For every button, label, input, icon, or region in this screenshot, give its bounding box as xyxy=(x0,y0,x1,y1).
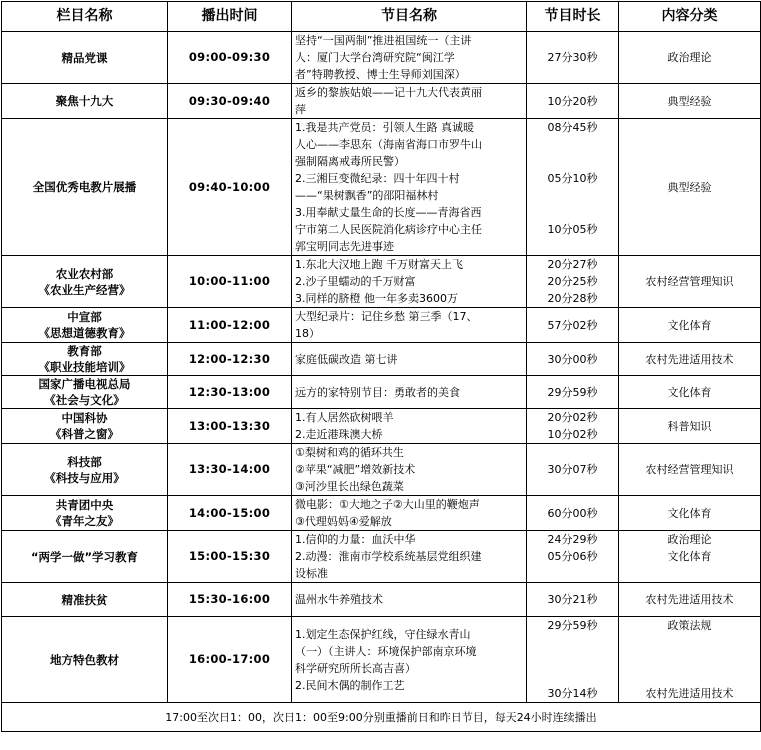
row-category: 农村经营管理知识 xyxy=(619,444,761,496)
row-duration: 30分21秒 xyxy=(527,583,619,617)
table-row xyxy=(2,119,761,256)
row-column-name: 国家广播电视总局 《社会与文化》 xyxy=(2,376,168,409)
table-row xyxy=(2,376,761,409)
row-category: 文化体育 xyxy=(619,376,761,409)
row-category: 科普知识 xyxy=(619,409,761,444)
table-row xyxy=(2,343,761,376)
row-title: 1.我是共产党员：引领人生路 真诚暖 人心——李思东（海南省海口市罗牛山 强制隔离戒毒所民警） 2.三湘巨变微纪录：四十年四十村 ——“果树飘香”的邵阳福林村 3.用奉献丈量生命的长度——青海省西 宁市第二人民医院消化病诊疗中心主任 郭宝明同志先进事迹 xyxy=(292,119,527,256)
row-duration: 20分27秒 20分25秒 20分28秒 xyxy=(527,256,619,308)
row-title: 1.划定生态保护红线，守住绿水青山 （一）（主讲人：环境保护部南京环境 科学研究所所长高吉喜） 2.民间木偶的制作工艺 xyxy=(292,617,527,703)
table-row xyxy=(2,409,761,444)
table-row xyxy=(2,32,761,84)
row-category: 政治理论 xyxy=(619,32,761,84)
row-duration: 30分00秒 xyxy=(527,343,619,376)
row-column-name: 农业农村部 《农业生产经营》 xyxy=(2,256,168,308)
row-time: 14:00-15:00 xyxy=(168,496,292,531)
row-duration: 29分59秒 30分14秒 xyxy=(527,617,619,703)
row-duration: 10分20秒 xyxy=(527,84,619,119)
row-title: ①梨树和鸡的循环共生 ②苹果“减肥”增效新技术 ③河沙里长出绿色蔬菜 xyxy=(292,444,527,496)
row-duration: 20分02秒 10分02秒 xyxy=(527,409,619,444)
row-time: 12:30-13:00 xyxy=(168,376,292,409)
row-duration: 27分30秒 xyxy=(527,32,619,84)
row-column-name: “两学一做”学习教育 xyxy=(2,531,168,583)
row-category: 典型经验 xyxy=(619,119,761,256)
header-category: 内容分类 xyxy=(619,2,761,32)
row-column-name: 教育部 《职业技能培训》 xyxy=(2,343,168,376)
row-duration: 08分45秒 05分10秒 10分05秒 xyxy=(527,119,619,256)
row-column-name: 地方特色教材 xyxy=(2,617,168,703)
row-title: 返乡的黎族姑娘——记十九大代表黄丽 萍 xyxy=(292,84,527,119)
table-header-row xyxy=(2,2,761,32)
table-row xyxy=(2,444,761,496)
row-time: 11:00-12:00 xyxy=(168,308,292,343)
row-time: 10:00-11:00 xyxy=(168,256,292,308)
row-title: 1.有人居然砍树喂羊 2.走近港珠澳大桥 xyxy=(292,409,527,444)
row-title: 1.东北大汉地上跑 千万财富天上飞 2.沙子里蠕动的千万财富 3.同样的脐橙 他一年多卖3600万 xyxy=(292,256,527,308)
row-time: 15:30-16:00 xyxy=(168,583,292,617)
row-time: 09:00-09:30 xyxy=(168,32,292,84)
row-category: 农村先进适用技术 xyxy=(619,583,761,617)
row-column-name: 中国科协 《科普之窗》 xyxy=(2,409,168,444)
row-title: 温州水牛养殖技术 xyxy=(292,583,527,617)
row-duration: 60分00秒 xyxy=(527,496,619,531)
row-time: 09:30-09:40 xyxy=(168,84,292,119)
header-program-title: 节目名称 xyxy=(292,2,527,32)
row-duration: 30分07秒 xyxy=(527,444,619,496)
row-time: 09:40-10:00 xyxy=(168,119,292,256)
row-duration: 29分59秒 xyxy=(527,376,619,409)
row-column-name: 精准扶贫 xyxy=(2,583,168,617)
row-title: 远方的家特别节目：勇敢者的美食 xyxy=(292,376,527,409)
row-category: 农村经营管理知识 xyxy=(619,256,761,308)
rebroadcast-note: 17:00至次日1：00，次日1：00至9:00分别重播前日和昨日节目，每天24小时连续播出 xyxy=(2,703,761,732)
row-category: 典型经验 xyxy=(619,84,761,119)
header-column-name: 栏目名称 xyxy=(2,2,168,32)
row-time: 16:00-17:00 xyxy=(168,617,292,703)
row-duration: 57分02秒 xyxy=(527,308,619,343)
row-title: 坚持“一国两制”推进祖国统一（主讲 人：厦门大学台湾研究院“闽江学 者”特聘教授、博士生导师刘国深） xyxy=(292,32,527,84)
table-row xyxy=(2,583,761,617)
row-column-name: 聚焦十九大 xyxy=(2,84,168,119)
header-duration: 节目时长 xyxy=(527,2,619,32)
row-column-name: 全国优秀电教片展播 xyxy=(2,119,168,256)
table-row xyxy=(2,84,761,119)
table-row xyxy=(2,308,761,343)
row-time: 13:00-13:30 xyxy=(168,409,292,444)
row-category: 农村先进适用技术 xyxy=(619,343,761,376)
row-column-name: 共青团中央 《青年之友》 xyxy=(2,496,168,531)
table-footer-row xyxy=(2,703,761,732)
program-schedule-table xyxy=(1,1,761,732)
row-title: 大型纪录片：记住乡愁 第三季（17、 18） xyxy=(292,308,527,343)
row-category: 政治理论 文化体育 xyxy=(619,531,761,583)
row-time: 12:00-12:30 xyxy=(168,343,292,376)
row-category: 文化体育 xyxy=(619,496,761,531)
table-row xyxy=(2,256,761,308)
row-column-name: 科技部 《科技与应用》 xyxy=(2,444,168,496)
row-time: 13:30-14:00 xyxy=(168,444,292,496)
table-row xyxy=(2,496,761,531)
row-title: 家庭低碳改造 第七讲 xyxy=(292,343,527,376)
row-title: 微电影：①大地之子②大山里的鞭炮声 ③代理妈妈④爱解放 xyxy=(292,496,527,531)
row-category: 文化体育 xyxy=(619,308,761,343)
row-duration: 24分29秒 05分06秒 xyxy=(527,531,619,583)
row-column-name: 精品党课 xyxy=(2,32,168,84)
table-row xyxy=(2,617,761,703)
row-time: 15:00-15:30 xyxy=(168,531,292,583)
row-column-name: 中宣部 《思想道德教育》 xyxy=(2,308,168,343)
header-broadcast-time: 播出时间 xyxy=(168,2,292,32)
table-row xyxy=(2,531,761,583)
row-category: 政策法规 农村先进适用技术 xyxy=(619,617,761,703)
row-title: 1.信仰的力量：血沃中华 2.动漫：淮南市学校系统基层党组织建 设标准 xyxy=(292,531,527,583)
